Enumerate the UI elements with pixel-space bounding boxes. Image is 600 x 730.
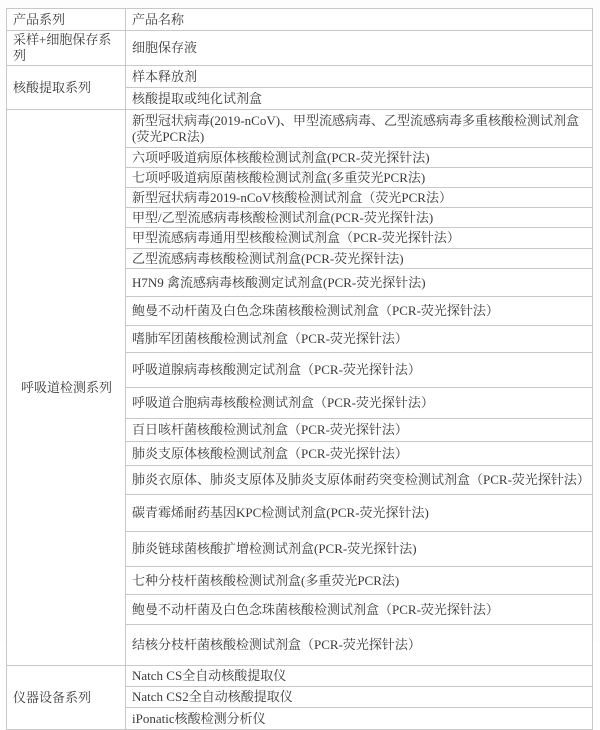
product-cell: Natch CS全自动核酸提取仪 [126,666,593,687]
table-row [7,66,593,88]
product-cell: 结核分枝杆菌核酸检测试剂盒（PCR-荧光探针法） [126,625,593,666]
product-cell: 肺炎链球菌核酸扩增检测试剂盒(PCR-荧光探针法) [126,532,593,567]
table-row [7,666,593,687]
product-cell: 百日咳杆菌核酸检测试剂盒（PCR-荧光探针法） [126,419,593,442]
column-header-series: 产品系列 [7,9,126,31]
product-cell: 七种分枝杆菌核酸检测试剂盒(多重荧光PCR法) [126,567,593,595]
table-header [7,9,593,31]
product-cell: 碳青霉烯耐药基因KPC检测试剂盒(PCR-荧光探针法) [126,495,593,532]
table-header-row [7,9,593,31]
product-cell: Natch CS2全自动核酸提取仪 [126,687,593,708]
series-cell: 核酸提取系列 [7,66,126,110]
product-cell: 细胞保存液 [126,31,593,66]
product-cell: 肺炎衣原体、肺炎支原体及肺炎支原体耐药突变检测试剂盒（PCR-荧光探针法） [126,466,593,495]
product-cell: 甲型流感病毒通用型核酸检测试剂盒（PCR-荧光探针法） [126,228,593,249]
product-cell: 嗜肺军团菌核酸检测试剂盒（PCR-荧光探针法） [126,326,593,353]
product-cell: H7N9 禽流感病毒核酸测定试剂盒(PCR-荧光探针法) [126,269,593,297]
product-cell: 七项呼吸道病原菌核酸检测试剂盒(多重荧光PCR法) [126,168,593,188]
table-row [7,110,593,148]
series-cell: 呼吸道检测系列 [7,110,126,666]
product-cell: 乙型流感病毒核酸检测试剂盒(PCR-荧光探针法) [126,249,593,269]
series-cell: 仪器设备系列 [7,666,126,730]
product-cell: 鲍曼不动杆菌及白色念珠菌核酸检测试剂盒（PCR-荧光探针法） [126,595,593,625]
table-body [7,31,593,730]
product-cell: 核酸提取或纯化试剂盒 [126,88,593,110]
product-cell: 肺炎支原体核酸检测试剂盒（PCR-荧光探针法） [126,442,593,466]
product-cell: 鲍曼不动杆菌及白色念珠菌核酸检测试剂盒（PCR-荧光探针法） [126,297,593,326]
product-cell: 新型冠状病毒2019-nCoV核酸检测试剂盒（荧光PCR法） [126,188,593,208]
product-cell: 样本释放剂 [126,66,593,88]
product-cell: iPonatic核酸检测分析仪 [126,708,593,730]
table-row [7,31,593,66]
product-table [6,8,593,730]
series-cell: 采样+细胞保存系列 [7,31,126,66]
product-cell: 呼吸道合胞病毒核酸检测试剂盒（PCR-荧光探针法） [126,388,593,419]
product-cell: 呼吸道腺病毒核酸测定试剂盒（PCR-荧光探针法） [126,353,593,388]
product-cell: 甲型/乙型流感病毒核酸检测试剂盒(PCR-荧光探针法) [126,208,593,228]
product-cell: 六项呼吸道病原体核酸检测试剂盒(PCR-荧光探针法) [126,148,593,168]
column-header-product: 产品名称 [126,9,593,31]
product-cell: 新型冠状病毒(2019-nCoV)、甲型流感病毒、乙型流感病毒多重核酸检测试剂盒(荧光PCR法) [126,110,593,148]
